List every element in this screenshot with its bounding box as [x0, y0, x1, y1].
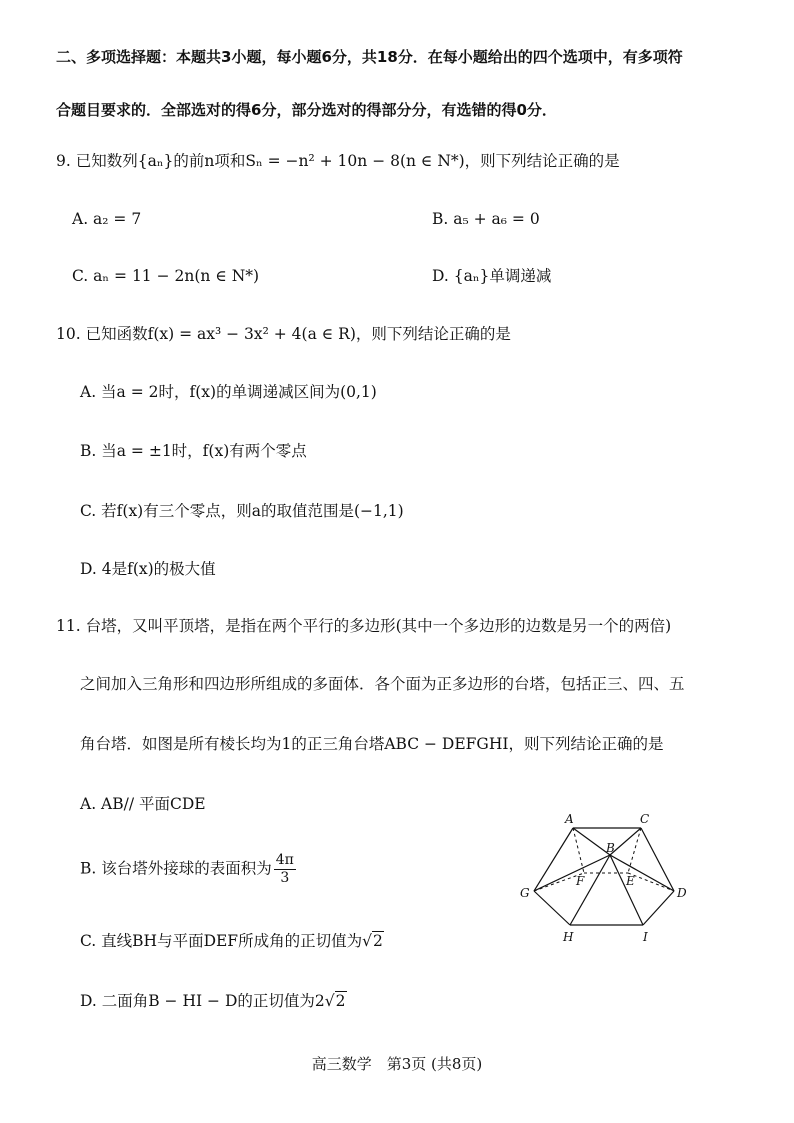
label-f: F [576, 874, 585, 888]
fraction-denominator: 3 [280, 870, 290, 886]
q11-option-b-fraction [274, 852, 296, 887]
q10-option-a: A. 当a = 2时，f(x)的单调递减区间为(0,1) [80, 383, 377, 401]
sqrt-radicand: 2 [372, 932, 383, 950]
q10-option-b: B. 当a = ±1时，f(x)有两个零点 [80, 442, 307, 460]
q11-option-c [80, 930, 384, 952]
q10-stem: 10. 已知函数f(x) = ax³ − 3x² + 4(a ∈ R)，则下列结论正确的是 [56, 325, 511, 343]
q11-stem-line2: 之间加入三角形和四边形所组成的多面体．各个面为正多边形的台塔，包括正三、四、五 [80, 675, 685, 693]
label-d: D [677, 886, 687, 900]
cupola-figure [510, 808, 700, 948]
edge-bh [570, 855, 610, 925]
q11-option-b [80, 852, 296, 887]
label-a: A [565, 812, 574, 826]
q9-option-a: A. a₂ = 7 [72, 210, 142, 228]
q9-option-b: B. a₅ + a₆ = 0 [432, 210, 540, 228]
label-c: C [640, 812, 650, 826]
edge-ed [628, 873, 674, 891]
section-header-line2: 合题目要求的．全部选对的得6分，部分选对的得部分分，有选错的得0分． [56, 101, 557, 119]
label-i: I [643, 930, 648, 944]
label-e: E [626, 874, 635, 888]
fraction-numerator: 4π [275, 852, 294, 868]
edge-id [643, 891, 674, 925]
section-header-line1: 二、多项选择题：本题共3小题，每小题6分，共18分．在每小题给出的四个选项中，有多项符 [56, 48, 683, 66]
q11-stem-line3: 角台塔．如图是所有棱长均为1的正三角台塔ABC − DEFGHI，则下列结论正确的是 [80, 735, 664, 753]
sqrt-radicand: 2 [335, 992, 346, 1010]
label-g: G [520, 886, 530, 900]
q10-option-d: D. 4是f(x)的极大值 [80, 560, 216, 578]
q10-option-c: C. 若f(x)有三个零点，则a的取值范围是(−1,1) [80, 502, 404, 520]
q11-option-d-text: D. 二面角B − HI − D的正切值为2 [80, 992, 325, 1010]
q11-option-c-text: C. 直线BH与平面DEF所成角的正切值为 [80, 932, 363, 950]
sqrt-symbol: √2 [362, 932, 383, 950]
q9-stem: 9. 已知数列{aₙ}的前n项和Sₙ = −n² + 10n − 8(n ∈ N*)，则下列结论正确的是 [56, 152, 620, 170]
q11-stem-line1: 11. 台塔，又叫平顶塔，是指在两个平行的多边形(其中一个多边形的边数是另一个的两倍) [56, 617, 672, 635]
q9-option-c: C. aₙ = 11 − 2n(n ∈ N*) [72, 267, 260, 285]
q11-option-d [80, 990, 347, 1012]
label-h: H [563, 930, 574, 944]
edge-gh [534, 891, 570, 925]
page-footer: 高三数学 第3页 (共8页) [311, 1055, 483, 1073]
label-b: B [606, 841, 615, 855]
q9-option-d: D. {aₙ}单调递减 [432, 267, 552, 285]
edge-ab [573, 828, 610, 855]
edge-bi [610, 855, 643, 925]
sqrt-symbol: √2 [324, 992, 346, 1010]
q11-option-b-text: B. 该台塔外接球的表面积为 [80, 859, 272, 878]
q11-option-a: A. AB// 平面CDE [80, 795, 206, 813]
